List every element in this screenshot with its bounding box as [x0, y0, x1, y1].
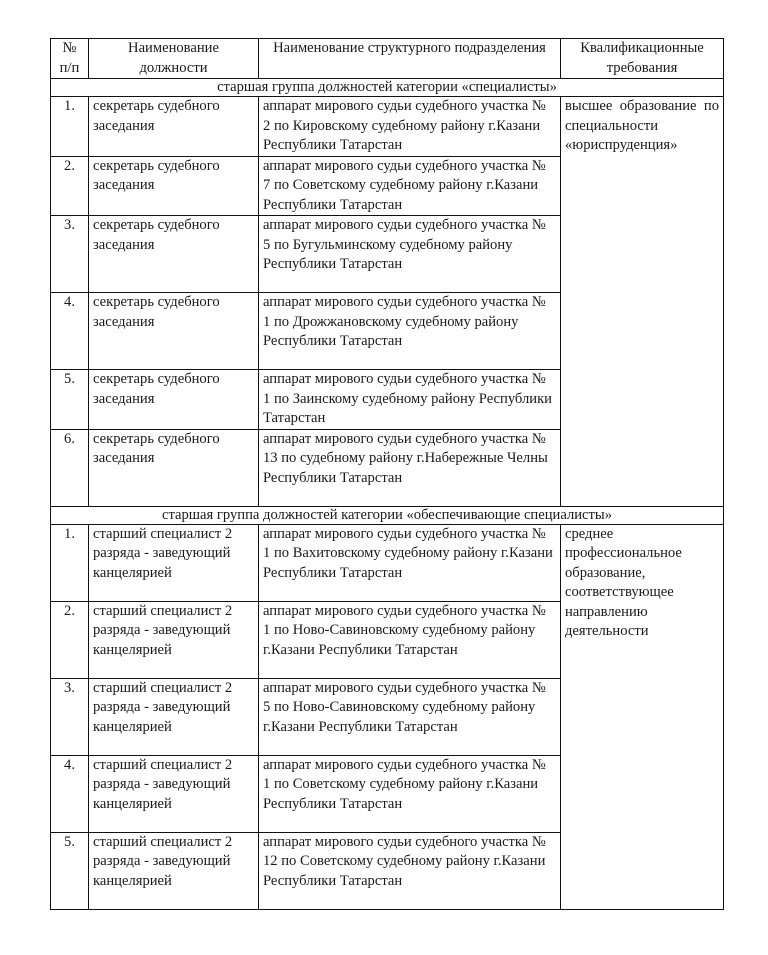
row-position: старший специалист 2 разряда - заведующий канцелярией — [89, 832, 259, 909]
row-unit: аппарат мирового судьи судебного участка № 1 по Вахитовскому судебному району г.Казани Республики Татарстан — [259, 524, 561, 601]
row-position: секретарь судебного заседания — [89, 370, 259, 430]
table-header-row — [51, 39, 724, 79]
row-position: старший специалист 2 разряда - заведующий канцелярией — [89, 678, 259, 755]
row-unit: аппарат мирового судьи судебного участка № 1 по Ново-Савиновскому судебному району г.Казани Республики Татарстан — [259, 601, 561, 678]
row-num: 5. — [51, 370, 89, 430]
requirements-cell: высшее образование по специальности «юриспруденция» — [561, 97, 724, 507]
requirements-cell: среднее профессиональное образование, соответствующее направлению деятельности — [561, 524, 724, 909]
vacancy-table — [50, 38, 724, 910]
table-row — [51, 524, 724, 601]
row-num: 2. — [51, 156, 89, 216]
row-num: 1. — [51, 524, 89, 601]
row-unit: аппарат мирового судьи судебного участка № 2 по Кировскому судебному району г.Казани Республики Татарстан — [259, 97, 561, 157]
row-position: секретарь судебного заседания — [89, 293, 259, 370]
header-requirements: Квалификационные требования — [561, 39, 724, 79]
header-position: Наименование должности — [89, 39, 259, 79]
row-num: 4. — [51, 755, 89, 832]
row-num: 5. — [51, 832, 89, 909]
row-unit: аппарат мирового судьи судебного участка № 13 по судебному району г.Набережные Челны Республики Татарстан — [259, 429, 561, 506]
row-num: 6. — [51, 429, 89, 506]
section-row-support-specialists — [51, 506, 724, 524]
row-num: 4. — [51, 293, 89, 370]
section-title: старшая группа должностей категории «специалисты» — [51, 79, 724, 97]
row-unit: аппарат мирового судьи судебного участка № 12 по Советскому судебному району г.Казани Республики Татарстан — [259, 832, 561, 909]
row-num: 3. — [51, 678, 89, 755]
row-position: секретарь судебного заседания — [89, 97, 259, 157]
row-position: старший специалист 2 разряда - заведующий канцелярией — [89, 524, 259, 601]
row-unit: аппарат мирового судьи судебного участка № 1 по Дрожжановскому судебному району Республики Татарстан — [259, 293, 561, 370]
row-position: секретарь судебного заседания — [89, 429, 259, 506]
row-position: секретарь судебного заседания — [89, 156, 259, 216]
row-unit: аппарат мирового судьи судебного участка № 1 по Советскому судебному району г.Казани Республики Татарстан — [259, 755, 561, 832]
header-num: № п/п — [51, 39, 89, 79]
row-num: 2. — [51, 601, 89, 678]
table-row — [51, 97, 724, 157]
row-num: 1. — [51, 97, 89, 157]
row-unit: аппарат мирового судьи судебного участка № 5 по Ново-Савиновскому судебному району г.Казани Республики Татарстан — [259, 678, 561, 755]
row-position: секретарь судебного заседания — [89, 216, 259, 293]
row-unit: аппарат мирового судьи судебного участка № 5 по Бугульминскому судебному району Республики Татарстан — [259, 216, 561, 293]
row-unit: аппарат мирового судьи судебного участка № 7 по Советскому судебному району г.Казани Республики Татарстан — [259, 156, 561, 216]
row-unit: аппарат мирового судьи судебного участка № 1 по Заинскому судебному району Республики Татарстан — [259, 370, 561, 430]
row-num: 3. — [51, 216, 89, 293]
row-position: старший специалист 2 разряда - заведующий канцелярией — [89, 755, 259, 832]
header-unit: Наименование структурного подразделения — [259, 39, 561, 79]
row-position: старший специалист 2 разряда - заведующий канцелярией — [89, 601, 259, 678]
section-title: старшая группа должностей категории «обеспечивающие специалисты» — [51, 506, 724, 524]
section-row-specialists — [51, 79, 724, 97]
